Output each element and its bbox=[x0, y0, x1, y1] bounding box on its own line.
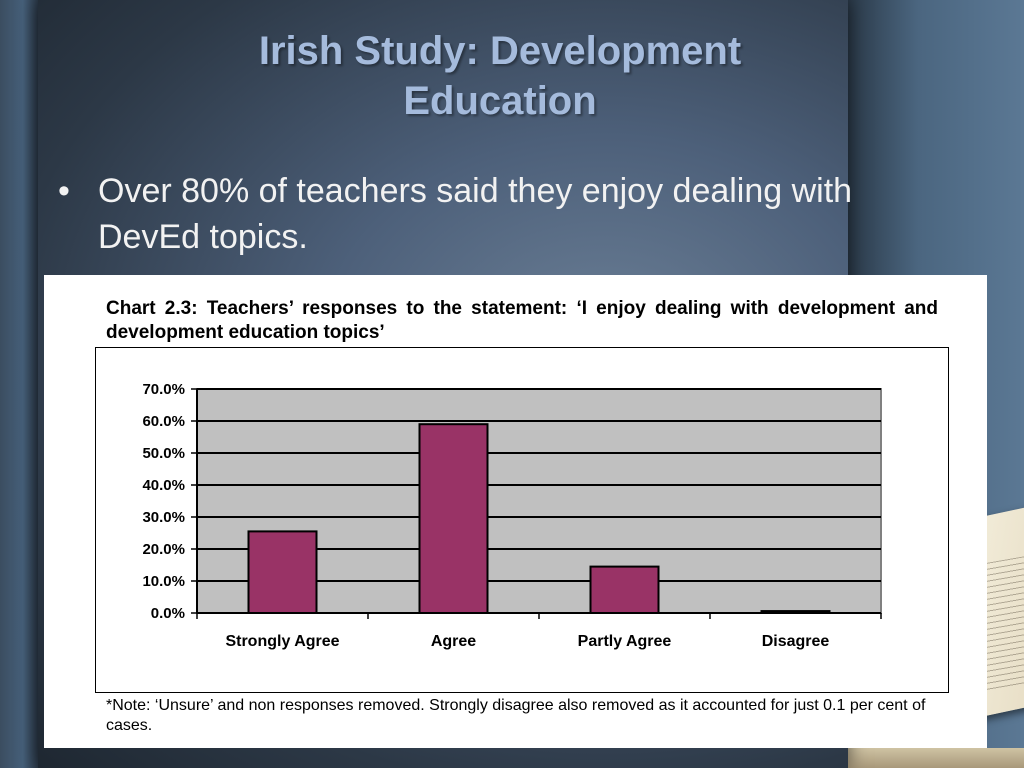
y-tick-label: 50.0% bbox=[142, 445, 185, 462]
y-tick-label: 20.0% bbox=[142, 541, 185, 558]
slide-title-line1: Irish Study: Development bbox=[258, 29, 742, 73]
slide-title bbox=[0, 26, 1000, 126]
y-tick-label: 60.0% bbox=[142, 413, 185, 430]
bar-strongly-agree bbox=[249, 531, 317, 613]
bar-partly-agree bbox=[591, 567, 659, 613]
y-tick-label: 70.0% bbox=[142, 381, 185, 398]
chart-note: *Note: ‘Unsure’ and non responses removed. Strongly disagree also removed as it accounted for just 0.1 per cent of cases. bbox=[106, 697, 926, 734]
x-tick-label: Strongly Agree bbox=[225, 633, 340, 650]
y-tick-label: 10.0% bbox=[142, 573, 185, 590]
bullet-text: Over 80% of teachers said they enjoy dealing with DevEd topics. bbox=[98, 172, 853, 256]
x-tick-label: Agree bbox=[430, 633, 477, 650]
y-tick-label: 30.0% bbox=[142, 509, 185, 526]
x-tick-label: Disagree bbox=[761, 633, 830, 650]
y-tick-label: 0.0% bbox=[150, 605, 185, 622]
bar-agree bbox=[420, 424, 488, 613]
y-tick-label: 40.0% bbox=[142, 477, 185, 494]
bar-chart bbox=[96, 348, 948, 692]
chart-heading: Chart 2.3: Teachers’ responses to the statement: ‘I enjoy dealing with development and development education topics’ bbox=[106, 298, 938, 343]
slide-title-line2: Education bbox=[403, 79, 597, 123]
bullet-marker: • bbox=[58, 172, 70, 210]
chart-frame bbox=[95, 347, 949, 693]
chart-card bbox=[44, 275, 987, 748]
x-tick-label: Partly Agree bbox=[577, 633, 672, 650]
